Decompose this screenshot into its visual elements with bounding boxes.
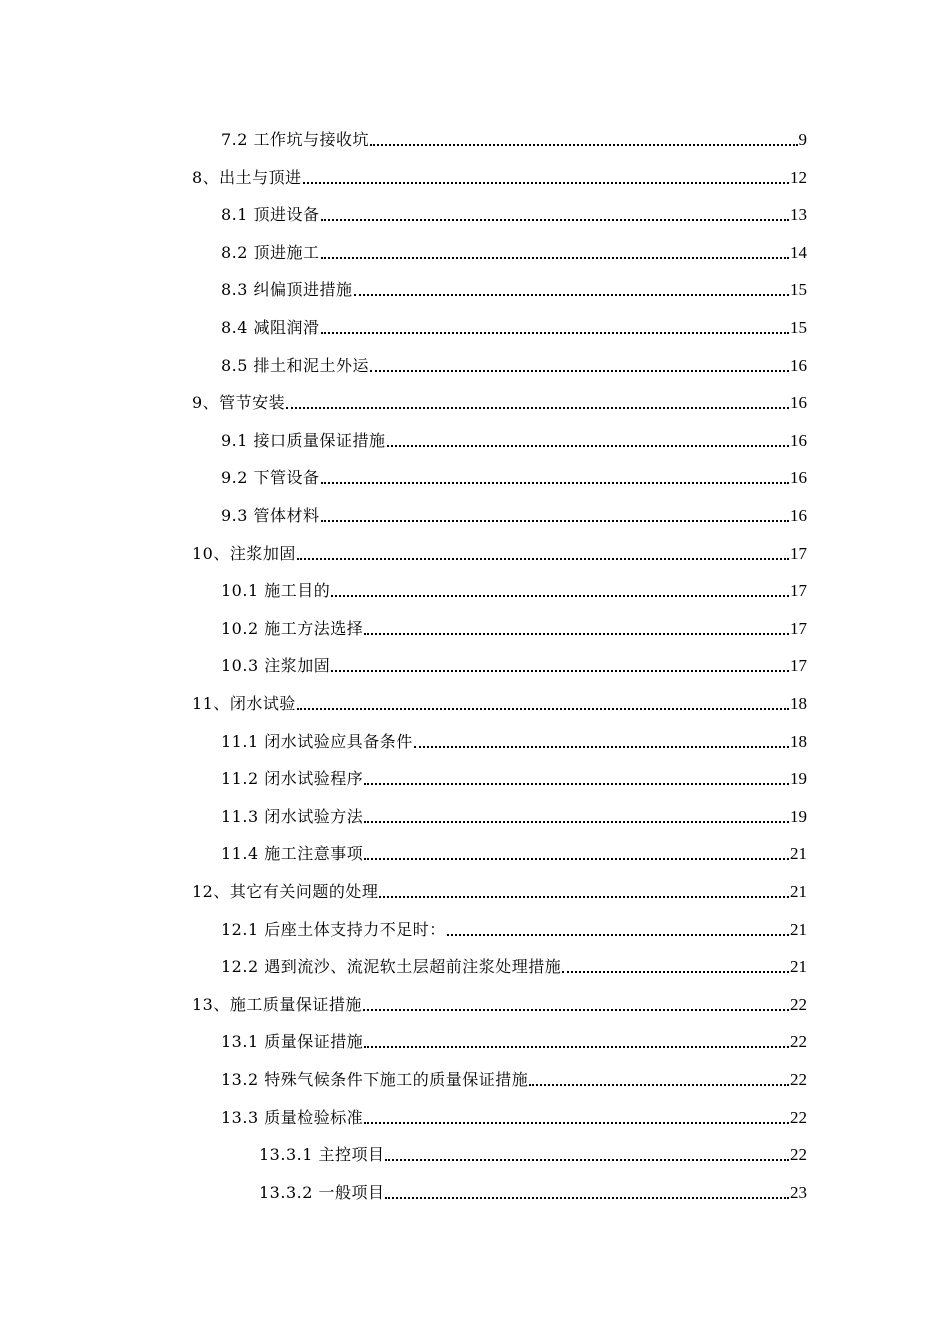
toc-entry-title: 13.3.2 一般项目 <box>259 1182 385 1202</box>
toc-entry-page-number: 22 <box>790 1107 807 1127</box>
toc-entry[interactable] <box>259 1173 807 1203</box>
toc-entry-title: 10.1 施工目的 <box>221 581 331 601</box>
toc-dot-leader <box>321 482 789 484</box>
toc-entry-title: 12.2 遇到流沙、流泥软土层超前注浆处理措施 <box>221 957 562 977</box>
toc-dot-leader <box>414 746 789 748</box>
toc-entry[interactable] <box>221 195 807 225</box>
toc-dot-leader <box>331 595 789 597</box>
toc-entry-title: 10.3 注浆加固 <box>221 656 331 676</box>
toc-entry[interactable] <box>221 496 807 526</box>
toc-dot-leader <box>363 1009 789 1011</box>
toc-entry[interactable] <box>221 759 807 789</box>
toc-dot-leader <box>562 971 789 973</box>
toc-entry-page-number: 19 <box>790 769 807 789</box>
toc-entry[interactable] <box>221 947 807 977</box>
toc-dot-leader <box>331 670 789 672</box>
toc-entry-title: 9.3 管体材料 <box>221 506 320 525</box>
toc-dot-leader <box>286 407 789 409</box>
toc-entry-title: 8.4 减阻润滑 <box>221 318 320 337</box>
toc-entry-title: 10、注浆加固 <box>192 543 296 563</box>
toc-dot-leader <box>447 934 789 936</box>
toc-dot-leader <box>529 1084 789 1086</box>
toc-entry-page-number: 15 <box>790 318 807 337</box>
toc-entry-title: 8.2 顶进施工 <box>221 242 320 262</box>
toc-entry-page-number: 16 <box>790 506 807 525</box>
toc-entry-page-number: 17 <box>790 581 807 601</box>
toc-entry-page-number: 21 <box>790 882 807 901</box>
toc-entry-page-number: 21 <box>790 919 807 939</box>
toc-entry[interactable] <box>221 120 807 150</box>
toc-entry[interactable] <box>259 1135 807 1165</box>
toc-entry[interactable] <box>192 158 807 188</box>
toc-entry[interactable] <box>221 1060 807 1090</box>
toc-entry-page-number: 16 <box>790 393 807 413</box>
toc-dot-leader <box>321 332 789 334</box>
toc-entry[interactable] <box>221 571 807 601</box>
toc-dot-leader <box>379 896 789 898</box>
toc-entry-page-number: 13 <box>790 205 807 225</box>
toc-entry-page-number: 16 <box>790 430 807 450</box>
toc-entry-title: 11.1 闭水试验应具备条件 <box>221 731 413 751</box>
toc-entry-page-number: 21 <box>790 957 807 977</box>
toc-entry[interactable] <box>221 1022 807 1052</box>
toc-entry-title: 13.3 质量检验标准 <box>221 1107 364 1127</box>
toc-entry-title: 11、闭水试验 <box>192 694 296 713</box>
toc-dot-leader <box>297 708 789 710</box>
toc-entry[interactable] <box>221 609 807 639</box>
toc-dot-leader <box>321 257 789 259</box>
toc-entry[interactable] <box>221 421 807 451</box>
toc-dot-leader <box>364 821 789 823</box>
toc-entry[interactable] <box>192 872 807 902</box>
toc-entry-page-number: 17 <box>790 618 807 638</box>
toc-dot-leader <box>354 294 789 296</box>
toc-dot-leader <box>370 370 789 372</box>
toc-dot-leader <box>321 219 789 221</box>
toc-dot-leader <box>364 1046 789 1048</box>
toc-entry-title: 13.1 质量保证措施 <box>221 1032 364 1052</box>
toc-entry-page-number: 14 <box>790 242 807 262</box>
toc-dot-leader <box>385 1159 789 1161</box>
toc-entry-title: 12.1 后座土体支持力不足时： <box>221 919 446 939</box>
toc-dot-leader <box>321 520 789 522</box>
toc-dot-leader <box>303 182 789 184</box>
toc-dot-leader <box>387 445 789 447</box>
toc-entry-title: 8、出土与顶进 <box>192 167 302 187</box>
toc-entry[interactable] <box>221 910 807 940</box>
toc-entry-page-number: 23 <box>790 1182 807 1202</box>
toc-entry[interactable] <box>221 722 807 752</box>
toc-entry[interactable] <box>192 684 807 714</box>
toc-entry-page-number: 22 <box>790 1032 807 1052</box>
toc-dot-leader <box>364 633 789 635</box>
toc-dot-leader <box>364 858 789 860</box>
toc-entry-title: 11.2 闭水试验程序 <box>221 769 364 789</box>
toc-entry-title: 12、其它有关问题的处理 <box>192 882 379 901</box>
toc-entry-page-number: 12 <box>790 167 807 187</box>
toc-dot-leader <box>370 144 797 146</box>
toc-entry-title: 10.2 施工方法选择 <box>221 618 364 638</box>
toc-entry-title: 8.5 排土和泥土外运 <box>221 355 370 375</box>
toc-entry[interactable] <box>221 308 807 338</box>
toc-entry-title: 11.3 闭水试验方法 <box>221 806 364 826</box>
toc-entry-title: 13.3.1 主控项目 <box>259 1145 385 1165</box>
toc-entry-page-number: 17 <box>790 656 807 676</box>
toc-entry-page-number: 18 <box>790 731 807 751</box>
toc-entry-page-number: 21 <box>790 844 807 864</box>
toc-entry[interactable] <box>221 458 807 488</box>
toc-entry-page-number: 22 <box>790 1070 807 1089</box>
toc-dot-leader <box>364 1122 789 1124</box>
toc-dot-leader <box>364 783 789 785</box>
toc-entry[interactable] <box>192 985 807 1015</box>
toc-entry[interactable] <box>221 233 807 263</box>
toc-entry[interactable] <box>192 383 807 413</box>
toc-entry[interactable] <box>221 1098 807 1128</box>
toc-entry-page-number: 16 <box>790 468 807 488</box>
toc-entry[interactable] <box>221 834 807 864</box>
toc-entry-page-number: 9 <box>798 130 807 149</box>
toc-entry-page-number: 19 <box>790 806 807 826</box>
toc-dot-leader <box>297 558 789 560</box>
toc-entry-page-number: 18 <box>790 694 807 713</box>
toc-entry-title: 9.1 接口质量保证措施 <box>221 430 386 450</box>
toc-entry-page-number: 17 <box>790 543 807 563</box>
toc-entry-title: 9.2 下管设备 <box>221 468 320 488</box>
toc-entry-title: 8.3 纠偏顶进措施 <box>221 280 353 300</box>
toc-entry-title: 7.2 工作坑与接收坑 <box>221 130 370 149</box>
toc-entry[interactable] <box>221 797 807 827</box>
toc-entry-title: 9、管节安装 <box>192 393 286 413</box>
toc-entry-title: 11.4 施工注意事项 <box>221 844 364 864</box>
toc-dot-leader <box>385 1197 789 1199</box>
toc-entry[interactable] <box>221 270 807 300</box>
toc-entry-page-number: 16 <box>790 355 807 375</box>
toc-entry-title: 13.2 特殊气候条件下施工的质量保证措施 <box>221 1070 529 1089</box>
toc-entry-page-number: 22 <box>790 994 807 1014</box>
toc-entry-page-number: 22 <box>790 1145 807 1165</box>
toc-entry[interactable] <box>221 646 807 676</box>
toc-entry-title: 13、施工质量保证措施 <box>192 994 362 1014</box>
toc-entry-page-number: 15 <box>790 280 807 300</box>
toc-entry[interactable] <box>192 534 807 564</box>
toc-entry-title: 8.1 顶进设备 <box>221 205 320 225</box>
toc-entry[interactable] <box>221 346 807 376</box>
